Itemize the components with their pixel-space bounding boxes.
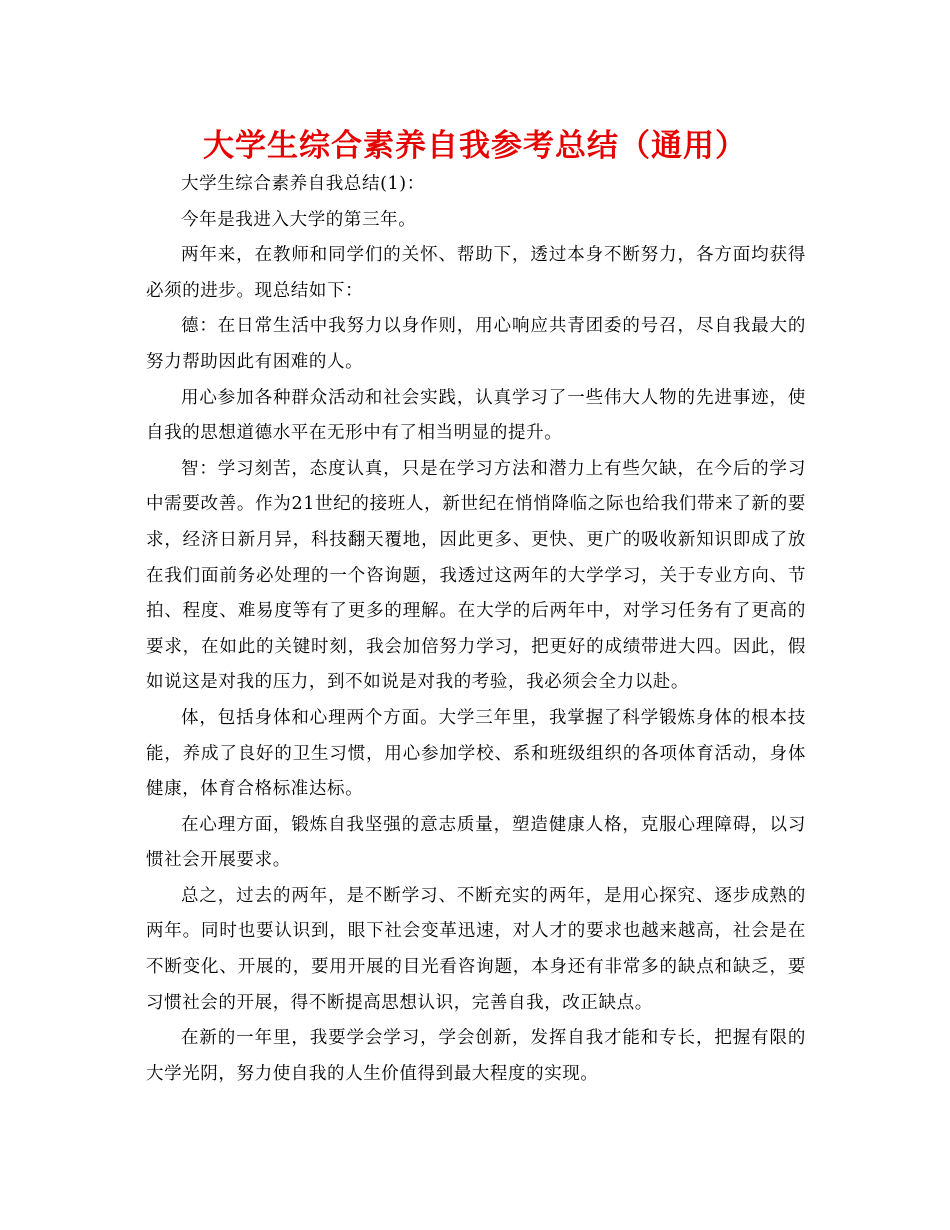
paragraph: 总之，过去的两年，是不断学习、不断充实的两年，是用心探究、逐步成熟的两年。同时也要认识到，眼下社会变革迅速，对人才的要求也越来越高，社会是在不断变化、开展的，要用开展的目光看咨询题，本身还有非常多的缺点和缺乏，要习惯社会的开展，得不断提高思想认识，完善自我，改正缺点。 <box>146 885 806 1013</box>
document-body <box>146 167 806 1092</box>
paragraph: 在新的一年里，我要学会学习，学会创新，发挥自我才能和专长，把握有限的大学光阴，努力使自我的人生价值得到最大程度的实现。 <box>146 1028 806 1084</box>
paragraph-heading: 大学生综合素养自我总结(1)： <box>181 174 425 194</box>
paragraph: 在心理方面，锻炼自我坚强的意志质量，塑造健康人格，克服心理障碍，以习惯社会开展要求。 <box>146 814 806 871</box>
paragraph: 体，包括身体和心理两个方面。大学三年里，我掌握了科学锻炼身体的根本技能，养成了良好的卫生习惯，用心参加学校、系和班级组织的各项体育活动，身体健康，体育合格标准达标。 <box>146 707 806 800</box>
paragraph: 用心参加各种群众活动和社会实践，认真学习了一些伟大人物的先进事迹，使自我的思想道德水平在无形中有了相当明显的提升。 <box>146 387 806 444</box>
paragraph: 智：学习刻苦，态度认真，只是在学习方法和潜力上有些欠缺，在今后的学习中需要改善。作为21世纪的接班人，新世纪在悄悄降临之际也给我们带来了新的要求，经济日新月异，科技翻天覆地，因此更多、更快、更广的吸收新知识即成了放在我们面前务必处理的一个咨询题，我透过这两年的大学学习，关于专业方向、节拍、程度、难易度等有了更多的理解。在大学的后两年中，对学习任务有了更高的要求，在如此的关键时刻，我会加倍努力学习，把更好的成绩带进大四。因此，假如说这是对我的压力，到不如说是对我的考验，我必须会全力以赴。 <box>146 458 806 693</box>
paragraph: 两年来，在教师和同学们的关怀、帮助下，透过本身不断努力，各方面均获得必须的进步。现总结如下： <box>146 245 806 301</box>
paragraph: 今年是我进入大学的第三年。 <box>181 209 417 230</box>
paragraph: 德：在日常生活中我努力以身作则，用心响应共青团委的号召，尽自我最大的努力帮助因此有困难的人。 <box>146 316 806 372</box>
document-title: 大学生综合素养自我参考总结（通用） <box>203 128 747 164</box>
